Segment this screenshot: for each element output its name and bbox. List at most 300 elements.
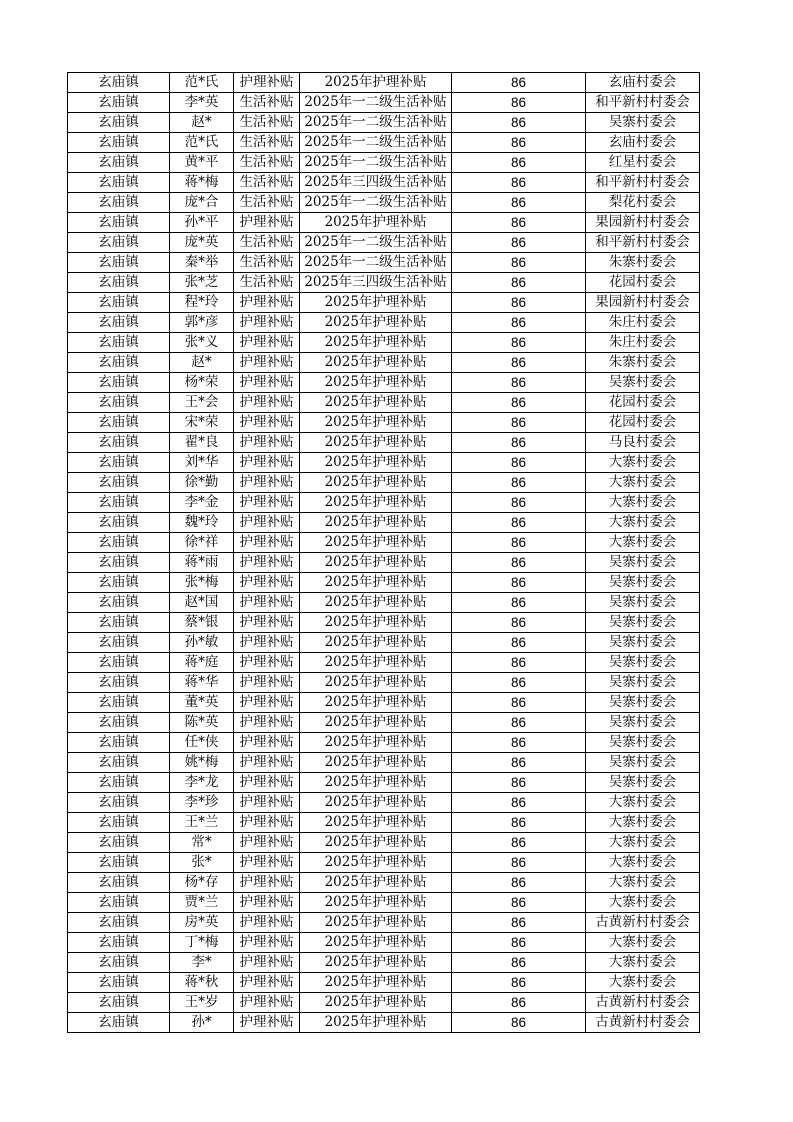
committee-cell: 大寨村委会 [586,873,700,893]
subsidy-type-cell: 护理补贴 [234,673,300,693]
town-cell: 玄庙镇 [68,153,170,173]
subsidy-item-cell: 2025年护理补贴 [300,73,452,93]
table-row [68,513,700,533]
table-row [68,333,700,353]
name-cell: 赵* [170,353,234,373]
town-cell: 玄庙镇 [68,273,170,293]
committee-cell: 朱庄村委会 [586,313,700,333]
committee-cell: 大寨村委会 [586,513,700,533]
subsidy-type-cell: 护理补贴 [234,733,300,753]
committee-cell: 大寨村委会 [586,473,700,493]
table-row [68,293,700,313]
town-cell: 玄庙镇 [68,533,170,553]
subsidy-type-cell: 护理补贴 [234,333,300,353]
committee-cell: 吴寨村委会 [586,613,700,633]
subsidy-type-cell: 生活补贴 [234,93,300,113]
name-cell: 常* [170,833,234,853]
table-row [68,753,700,773]
table-row [68,453,700,473]
table-row [68,973,700,993]
name-cell: 孙* [170,1013,234,1033]
amount-cell: 86 [452,613,586,633]
name-cell: 李*龙 [170,773,234,793]
subsidy-item-cell: 2025年三四级生活补贴 [300,173,452,193]
amount-cell: 86 [452,813,586,833]
name-cell: 张*芝 [170,273,234,293]
name-cell: 宋*荣 [170,413,234,433]
committee-cell: 大寨村委会 [586,493,700,513]
table-row [68,933,700,953]
subsidy-item-cell: 2025年护理补贴 [300,733,452,753]
subsidy-type-cell: 护理补贴 [234,893,300,913]
subsidy-item-cell: 2025年一二级生活补贴 [300,113,452,133]
subsidy-item-cell: 2025年护理补贴 [300,473,452,493]
name-cell: 王*兰 [170,813,234,833]
committee-cell: 果园新村村委会 [586,293,700,313]
subsidy-item-cell: 2025年护理补贴 [300,453,452,473]
amount-cell: 86 [452,793,586,813]
subsidy-type-cell: 护理补贴 [234,373,300,393]
town-cell: 玄庙镇 [68,73,170,93]
town-cell: 玄庙镇 [68,933,170,953]
name-cell: 蒋*雨 [170,553,234,573]
subsidy-type-cell: 护理补贴 [234,613,300,633]
town-cell: 玄庙镇 [68,893,170,913]
subsidy-type-cell: 护理补贴 [234,753,300,773]
town-cell: 玄庙镇 [68,813,170,833]
amount-cell: 86 [452,673,586,693]
name-cell: 蒋*秋 [170,973,234,993]
subsidy-type-cell: 生活补贴 [234,253,300,273]
amount-cell: 86 [452,253,586,273]
committee-cell: 果园新村村委会 [586,213,700,233]
subsidy-type-cell: 生活补贴 [234,193,300,213]
name-cell: 蒋*华 [170,673,234,693]
name-cell: 庞*英 [170,233,234,253]
table-row [68,713,700,733]
town-cell: 玄庙镇 [68,313,170,333]
name-cell: 黄*平 [170,153,234,173]
subsidy-type-cell: 护理补贴 [234,913,300,933]
amount-cell: 86 [452,73,586,93]
subsidy-type-cell: 护理补贴 [234,873,300,893]
committee-cell: 花园村委会 [586,393,700,413]
amount-cell: 86 [452,493,586,513]
amount-cell: 86 [452,193,586,213]
subsidy-type-cell: 护理补贴 [234,853,300,873]
subsidy-type-cell: 护理补贴 [234,73,300,93]
town-cell: 玄庙镇 [68,433,170,453]
subsidy-item-cell: 2025年护理补贴 [300,533,452,553]
table-row [68,233,700,253]
table-row [68,73,700,93]
table-row [68,373,700,393]
table-row [68,413,700,433]
amount-cell: 86 [452,233,586,253]
table-row [68,693,700,713]
town-cell: 玄庙镇 [68,93,170,113]
subsidy-type-cell: 护理补贴 [234,293,300,313]
subsidy-type-cell: 生活补贴 [234,233,300,253]
name-cell: 郭*彦 [170,313,234,333]
table-row [68,473,700,493]
name-cell: 蒋*梅 [170,173,234,193]
amount-cell: 86 [452,713,586,733]
town-cell: 玄庙镇 [68,773,170,793]
amount-cell: 86 [452,553,586,573]
name-cell: 蒋*庭 [170,653,234,673]
town-cell: 玄庙镇 [68,233,170,253]
committee-cell: 红星村委会 [586,153,700,173]
name-cell: 徐*勤 [170,473,234,493]
committee-cell: 吴寨村委会 [586,633,700,653]
subsidy-item-cell: 2025年护理补贴 [300,993,452,1013]
subsidy-item-cell: 2025年一二级生活补贴 [300,153,452,173]
subsidy-item-cell: 2025年护理补贴 [300,373,452,393]
name-cell: 任*侠 [170,733,234,753]
table-row [68,273,700,293]
town-cell: 玄庙镇 [68,1013,170,1033]
table-row [68,553,700,573]
table-row [68,1013,700,1033]
town-cell: 玄庙镇 [68,453,170,473]
subsidy-type-cell: 护理补贴 [234,353,300,373]
subsidy-item-cell: 2025年护理补贴 [300,613,452,633]
table-row [68,153,700,173]
committee-cell: 花园村委会 [586,273,700,293]
amount-cell: 86 [452,293,586,313]
amount-cell: 86 [452,753,586,773]
committee-cell: 大寨村委会 [586,953,700,973]
table-row [68,953,700,973]
amount-cell: 86 [452,473,586,493]
amount-cell: 86 [452,993,586,1013]
subsidy-type-cell: 护理补贴 [234,453,300,473]
name-cell: 张*梅 [170,573,234,593]
table-row [68,533,700,553]
town-cell: 玄庙镇 [68,853,170,873]
committee-cell: 古黄新村村委会 [586,913,700,933]
town-cell: 玄庙镇 [68,913,170,933]
committee-cell: 吴寨村委会 [586,373,700,393]
amount-cell: 86 [452,933,586,953]
amount-cell: 86 [452,313,586,333]
subsidy-item-cell: 2025年护理补贴 [300,213,452,233]
town-cell: 玄庙镇 [68,873,170,893]
committee-cell: 吴寨村委会 [586,773,700,793]
committee-cell: 玄庙村委会 [586,133,700,153]
subsidy-item-cell: 2025年一二级生活补贴 [300,133,452,153]
name-cell: 张* [170,853,234,873]
town-cell: 玄庙镇 [68,353,170,373]
committee-cell: 吴寨村委会 [586,553,700,573]
committee-cell: 古黄新村村委会 [586,993,700,1013]
subsidy-item-cell: 2025年护理补贴 [300,553,452,573]
subsidy-item-cell: 2025年护理补贴 [300,893,452,913]
name-cell: 李*珍 [170,793,234,813]
subsidy-type-cell: 护理补贴 [234,313,300,333]
table-row [68,593,700,613]
table-row [68,133,700,153]
subsidy-type-cell: 护理补贴 [234,813,300,833]
subsidy-type-cell: 生活补贴 [234,113,300,133]
subsidy-item-cell: 2025年护理补贴 [300,753,452,773]
subsidy-type-cell: 护理补贴 [234,973,300,993]
name-cell: 赵* [170,113,234,133]
committee-cell: 大寨村委会 [586,813,700,833]
subsidy-item-cell: 2025年护理补贴 [300,873,452,893]
committee-cell: 吴寨村委会 [586,753,700,773]
town-cell: 玄庙镇 [68,993,170,1013]
amount-cell: 86 [452,333,586,353]
amount-cell: 86 [452,693,586,713]
subsidy-item-cell: 2025年护理补贴 [300,673,452,693]
town-cell: 玄庙镇 [68,613,170,633]
name-cell: 杨*荣 [170,373,234,393]
amount-cell: 86 [452,833,586,853]
name-cell: 丁*梅 [170,933,234,953]
table-row [68,113,700,133]
amount-cell: 86 [452,433,586,453]
name-cell: 刘*华 [170,453,234,473]
table-row [68,173,700,193]
subsidy-item-cell: 2025年护理补贴 [300,913,452,933]
amount-cell: 86 [452,893,586,913]
table-row [68,353,700,373]
committee-cell: 大寨村委会 [586,933,700,953]
subsidy-type-cell: 护理补贴 [234,213,300,233]
town-cell: 玄庙镇 [68,293,170,313]
subsidy-item-cell: 2025年护理补贴 [300,573,452,593]
subsidy-item-cell: 2025年护理补贴 [300,353,452,373]
table-row [68,493,700,513]
amount-cell: 86 [452,853,586,873]
subsidy-type-cell: 护理补贴 [234,553,300,573]
amount-cell: 86 [452,173,586,193]
committee-cell: 吴寨村委会 [586,573,700,593]
subsidy-item-cell: 2025年护理补贴 [300,933,452,953]
committee-cell: 古黄新村村委会 [586,1013,700,1033]
subsidy-type-cell: 护理补贴 [234,833,300,853]
name-cell: 程*玲 [170,293,234,313]
table-body [68,73,700,1033]
committee-cell: 花园村委会 [586,413,700,433]
amount-cell: 86 [452,953,586,973]
subsidy-item-cell: 2025年护理补贴 [300,333,452,353]
subsidy-item-cell: 2025年护理补贴 [300,973,452,993]
name-cell: 翟*良 [170,433,234,453]
town-cell: 玄庙镇 [68,393,170,413]
amount-cell: 86 [452,213,586,233]
table-row [68,673,700,693]
amount-cell: 86 [452,393,586,413]
town-cell: 玄庙镇 [68,573,170,593]
subsidy-type-cell: 护理补贴 [234,953,300,973]
subsidy-type-cell: 护理补贴 [234,573,300,593]
subsidy-type-cell: 护理补贴 [234,933,300,953]
committee-cell: 吴寨村委会 [586,713,700,733]
town-cell: 玄庙镇 [68,633,170,653]
subsidy-item-cell: 2025年护理补贴 [300,513,452,533]
subsidy-item-cell: 2025年护理补贴 [300,813,452,833]
name-cell: 李*英 [170,93,234,113]
town-cell: 玄庙镇 [68,673,170,693]
table-row [68,733,700,753]
subsidy-item-cell: 2025年护理补贴 [300,773,452,793]
subsidy-item-cell: 2025年护理补贴 [300,393,452,413]
town-cell: 玄庙镇 [68,513,170,533]
subsidy-item-cell: 2025年护理补贴 [300,713,452,733]
town-cell: 玄庙镇 [68,493,170,513]
name-cell: 姚*梅 [170,753,234,773]
subsidy-type-cell: 生活补贴 [234,153,300,173]
table-row [68,813,700,833]
committee-cell: 吴寨村委会 [586,693,700,713]
town-cell: 玄庙镇 [68,833,170,853]
table-row [68,893,700,913]
town-cell: 玄庙镇 [68,973,170,993]
amount-cell: 86 [452,633,586,653]
committee-cell: 大寨村委会 [586,973,700,993]
committee-cell: 朱寨村委会 [586,253,700,273]
amount-cell: 86 [452,573,586,593]
name-cell: 张*义 [170,333,234,353]
name-cell: 庞*合 [170,193,234,213]
subsidy-type-cell: 生活补贴 [234,273,300,293]
subsidy-item-cell: 2025年护理补贴 [300,633,452,653]
amount-cell: 86 [452,1013,586,1033]
name-cell: 王*会 [170,393,234,413]
committee-cell: 梨花村委会 [586,193,700,213]
town-cell: 玄庙镇 [68,593,170,613]
amount-cell: 86 [452,413,586,433]
subsidy-type-cell: 护理补贴 [234,593,300,613]
subsidy-item-cell: 2025年护理补贴 [300,693,452,713]
town-cell: 玄庙镇 [68,193,170,213]
amount-cell: 86 [452,533,586,553]
name-cell: 秦*举 [170,253,234,273]
committee-cell: 玄庙村委会 [586,73,700,93]
name-cell: 李* [170,953,234,973]
subsidy-item-cell: 2025年护理补贴 [300,793,452,813]
name-cell: 李*金 [170,493,234,513]
subsidy-type-cell: 护理补贴 [234,533,300,553]
name-cell: 魏*玲 [170,513,234,533]
town-cell: 玄庙镇 [68,373,170,393]
name-cell: 房*英 [170,913,234,933]
committee-cell: 和平新村村委会 [586,233,700,253]
table-row [68,213,700,233]
subsidy-item-cell: 2025年护理补贴 [300,593,452,613]
table-row [68,633,700,653]
name-cell: 孙*平 [170,213,234,233]
table-row [68,433,700,453]
name-cell: 赵*国 [170,593,234,613]
subsidy-type-cell: 护理补贴 [234,713,300,733]
subsidy-item-cell: 2025年护理补贴 [300,853,452,873]
subsidy-type-cell: 护理补贴 [234,653,300,673]
committee-cell: 和平新村村委会 [586,173,700,193]
town-cell: 玄庙镇 [68,713,170,733]
amount-cell: 86 [452,373,586,393]
committee-cell: 大寨村委会 [586,453,700,473]
town-cell: 玄庙镇 [68,953,170,973]
committee-cell: 大寨村委会 [586,533,700,553]
town-cell: 玄庙镇 [68,693,170,713]
subsidy-item-cell: 2025年护理补贴 [300,493,452,513]
amount-cell: 86 [452,733,586,753]
town-cell: 玄庙镇 [68,133,170,153]
amount-cell: 86 [452,153,586,173]
table-row [68,913,700,933]
amount-cell: 86 [452,773,586,793]
subsidy-type-cell: 护理补贴 [234,493,300,513]
town-cell: 玄庙镇 [68,753,170,773]
subsidy-type-cell: 护理补贴 [234,993,300,1013]
amount-cell: 86 [452,653,586,673]
name-cell: 范*氏 [170,73,234,93]
subsidy-table [67,72,700,1033]
table-row [68,613,700,633]
table-row [68,253,700,273]
subsidy-item-cell: 2025年护理补贴 [300,293,452,313]
subsidy-item-cell: 2025年护理补贴 [300,413,452,433]
town-cell: 玄庙镇 [68,553,170,573]
name-cell: 董*英 [170,693,234,713]
subsidy-item-cell: 2025年一二级生活补贴 [300,93,452,113]
subsidy-type-cell: 护理补贴 [234,513,300,533]
subsidy-item-cell: 2025年护理补贴 [300,953,452,973]
amount-cell: 86 [452,93,586,113]
table-row [68,833,700,853]
town-cell: 玄庙镇 [68,793,170,813]
committee-cell: 吴寨村委会 [586,673,700,693]
committee-cell: 吴寨村委会 [586,113,700,133]
town-cell: 玄庙镇 [68,253,170,273]
committee-cell: 大寨村委会 [586,893,700,913]
subsidy-item-cell: 2025年三四级生活补贴 [300,273,452,293]
subsidy-type-cell: 护理补贴 [234,433,300,453]
table-row [68,653,700,673]
committee-cell: 吴寨村委会 [586,733,700,753]
committee-cell: 和平新村村委会 [586,93,700,113]
town-cell: 玄庙镇 [68,113,170,133]
town-cell: 玄庙镇 [68,473,170,493]
table-row [68,313,700,333]
committee-cell: 朱庄村委会 [586,333,700,353]
committee-cell: 马良村委会 [586,433,700,453]
subsidy-item-cell: 2025年护理补贴 [300,313,452,333]
table-row [68,853,700,873]
amount-cell: 86 [452,513,586,533]
committee-cell: 吴寨村委会 [586,653,700,673]
table-row [68,573,700,593]
town-cell: 玄庙镇 [68,173,170,193]
committee-cell: 大寨村委会 [586,853,700,873]
amount-cell: 86 [452,273,586,293]
town-cell: 玄庙镇 [68,413,170,433]
subsidy-item-cell: 2025年护理补贴 [300,1013,452,1033]
amount-cell: 86 [452,973,586,993]
subsidy-type-cell: 生活补贴 [234,173,300,193]
table-row [68,793,700,813]
amount-cell: 86 [452,913,586,933]
table-row [68,873,700,893]
subsidy-item-cell: 2025年护理补贴 [300,653,452,673]
committee-cell: 朱寨村委会 [586,353,700,373]
name-cell: 陈*英 [170,713,234,733]
subsidy-item-cell: 2025年护理补贴 [300,433,452,453]
